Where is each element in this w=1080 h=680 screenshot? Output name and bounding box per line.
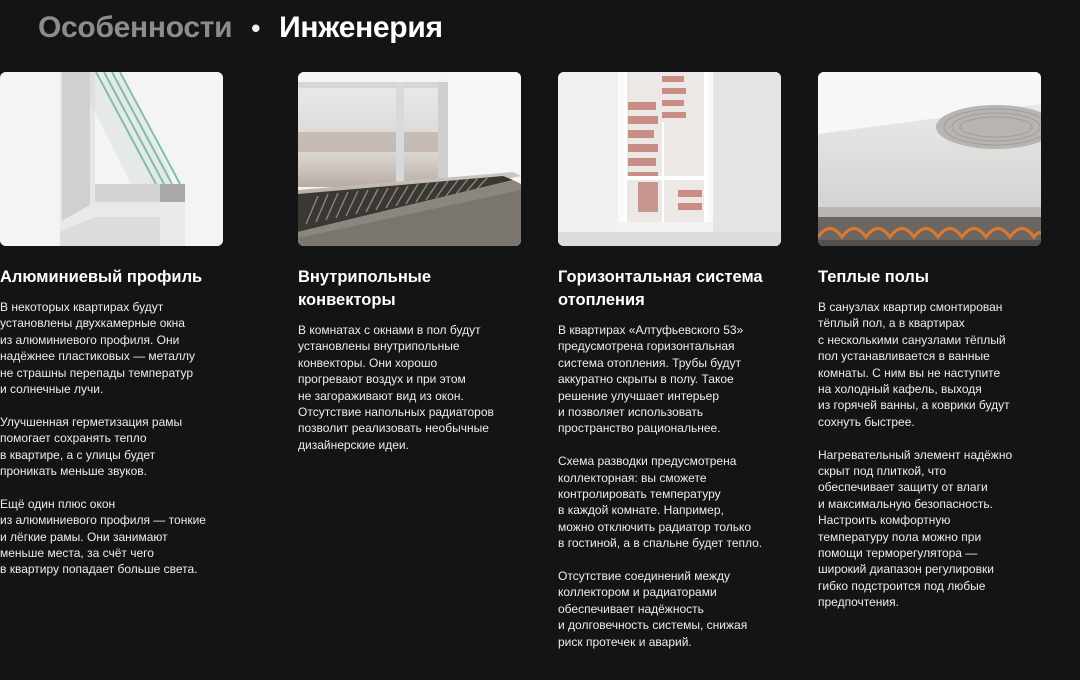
card-title: Внутрипольные конвекторы [298,268,432,309]
window-view-image [558,72,781,246]
card-paragraph: Улучшенная герметизация рамы помогает сохранять тепло в квартире, а с улицы будет проникать меньше звуков. [0,414,183,479]
card-paragraph: Ещё один плюс окон из алюминиевого профиля — тонкие и лёгкие рамы. Они занимают меньше места, за счёт чего в квартиру попадает больше света. [0,496,206,577]
aluminium-profile-photo [0,72,223,246]
feature-card-aluminium [0,72,223,578]
page-title: Инженерия [279,11,443,44]
card-body [0,299,223,578]
window-convector-image [298,72,521,246]
card-body [818,299,1041,611]
window-convector-photo [298,72,521,246]
card-paragraph: В санузлах квартир смонтирован тёплый пол, а в квартирах с несколькими санузлами тёплый пол устанавливается в ванные комнаты. С ним вы не наступите на холодный кафель, выходя из горячей ванны, а коврики будут сохнуть быстрее. [818,300,1010,429]
card-paragraph: Нагревательный элемент надёжно скрыт под плиткой, что обеспечивает защиту от влаги и максимальную безопасность. Настроить комфортную температуру пола можно при помощи терморегулятора — широкий диапазон регулировки гибко подстроится под любые предпочтения. [818,447,1013,610]
card-paragraph: Отсутствие соединений между коллектором и радиаторами обеспечивает надёжность и долговечность системы, снижая риск протечек и аварий. [558,569,748,649]
heated-floor-photo [818,72,1041,246]
heated-floor-image [818,72,1041,246]
feature-card-convectors [298,72,521,453]
feature-card-heated-floor [818,72,1041,611]
card-body [558,322,781,650]
card-paragraph: Схема разводки предусмотрена коллекторная: вы сможете контролировать температуру в каждой комнате. Например, можно отключить радиатор только в гостиной, а в спальне будет тепло. [558,454,763,551]
card-paragraph: В квартирах «Алтуфьевского 53» предусмотрена горизонтальная система отопления. Трубы будут аккуратно скрыты в полу. Такое решение улучшает интерьер и позволяет использовать пространство рациональнее. [558,323,744,436]
breadcrumb-section-link[interactable]: Особенности [38,11,233,44]
breadcrumb [38,11,443,45]
card-title: Алюминиевый профиль [0,268,203,286]
card-title: Теплые полы [818,268,929,286]
card-paragraph: В некоторых квартирах будут установлены двухкамерные окна из алюминиевого профиля. Они надёжнее пластиковых — металлу не страшны перепады температур и солнечные лучи. [0,300,195,397]
card-body [298,322,521,453]
card-title: Горизонтальная система отопления [558,268,763,309]
feature-card-heating [558,72,781,650]
breadcrumb-separator: • [251,12,261,43]
card-paragraph: В комнатах с окнами в пол будут установлены внутрипольные конвекторы. Они хорошо прогревают воздух и при этом не загораживают вид из окон. Отсутствие напольных радиаторов позволит реализовать необычные дизайнерские идеи. [298,323,494,452]
aluminium-profile-image [0,72,223,246]
window-view-photo [558,72,781,246]
